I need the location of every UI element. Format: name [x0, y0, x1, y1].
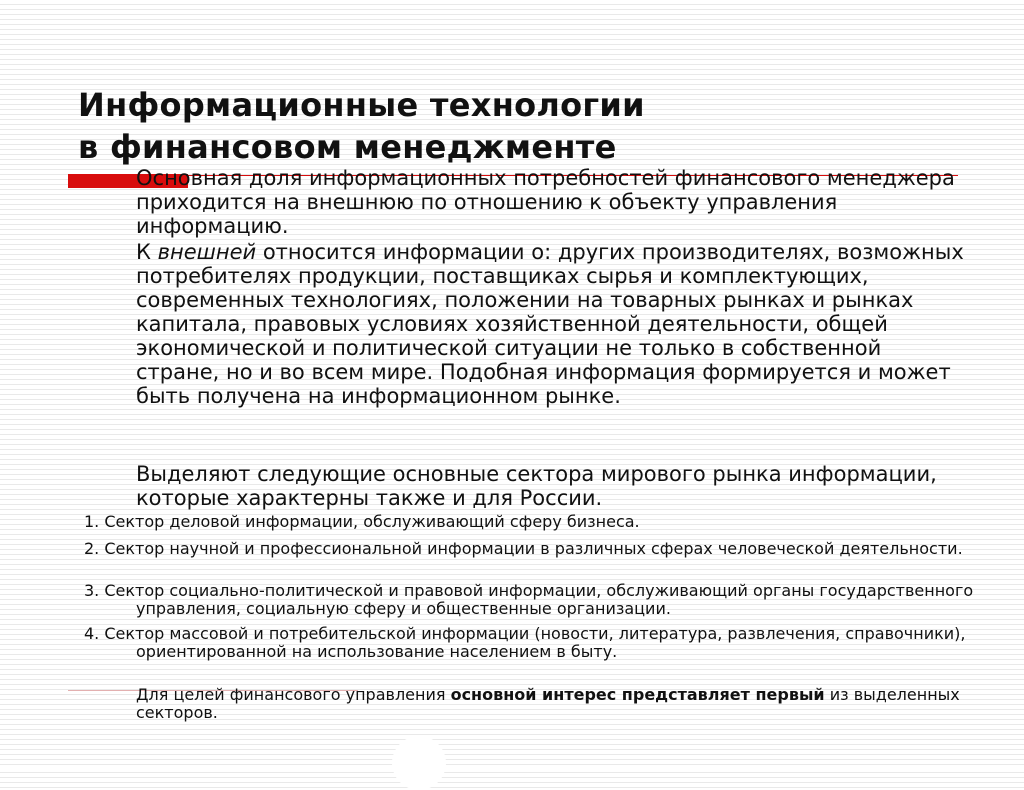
paragraph-market-sectors-intro: Выделяют следующие основные сектора мирового рынка информации, которые характерны также и для России. — [136, 462, 937, 510]
paragraph-external-info-share: Основная доля информационных потребностей финансового менеджера приходится на внешнюю по отношению к объекту управления информацию. — [136, 166, 955, 238]
paragraph-prefix: К — [136, 240, 158, 264]
conclusion-suffix: из выделенных секторов. — [136, 685, 960, 722]
slide-title — [78, 84, 645, 168]
slide-title-line-1: Информационные технологии — [78, 86, 645, 124]
sector-item-4: 4. Сектор массовой и потребительской информации (новости, литература, развлечения, справочники), ориентированной на использование населением в быту. — [84, 624, 966, 661]
sector-item-1: 1. Сектор деловой информации, обслуживающий сферу бизнеса. — [84, 512, 640, 531]
decorative-circle — [392, 736, 446, 790]
conclusion-prefix: Для целей финансового управления — [136, 685, 451, 704]
paragraph-conclusion — [136, 686, 1006, 722]
sector-item-2: 2. Сектор научной и профессиональной информации в различных сферах человеческой деятельности. — [84, 539, 963, 558]
italic-term-external: внешней — [157, 240, 257, 264]
conclusion-emphasis: основной интерес представляет первый — [450, 685, 825, 704]
slide-title-line-2: в финансовом менеджменте — [78, 128, 617, 166]
paragraph-body: относится информации о: других производителях, возможных потребителях продукции, поставщиках сырья и комплектующих, современных технологиях, положении на товарных рынках и рынках капитала, правовых условиях хозяйственной деятельности, общей экономической и политической ситуации не только в собственной стране, но и во всем мире. Подобная информация формируется и может быть получена на информационном рынке. — [136, 240, 964, 408]
paragraph-external-info-definition — [136, 240, 966, 408]
sector-item-3: 3. Сектор социально-политической и правовой информации, обслуживающий органы государственного управления, социальную сферу и общественные организации. — [84, 581, 974, 618]
